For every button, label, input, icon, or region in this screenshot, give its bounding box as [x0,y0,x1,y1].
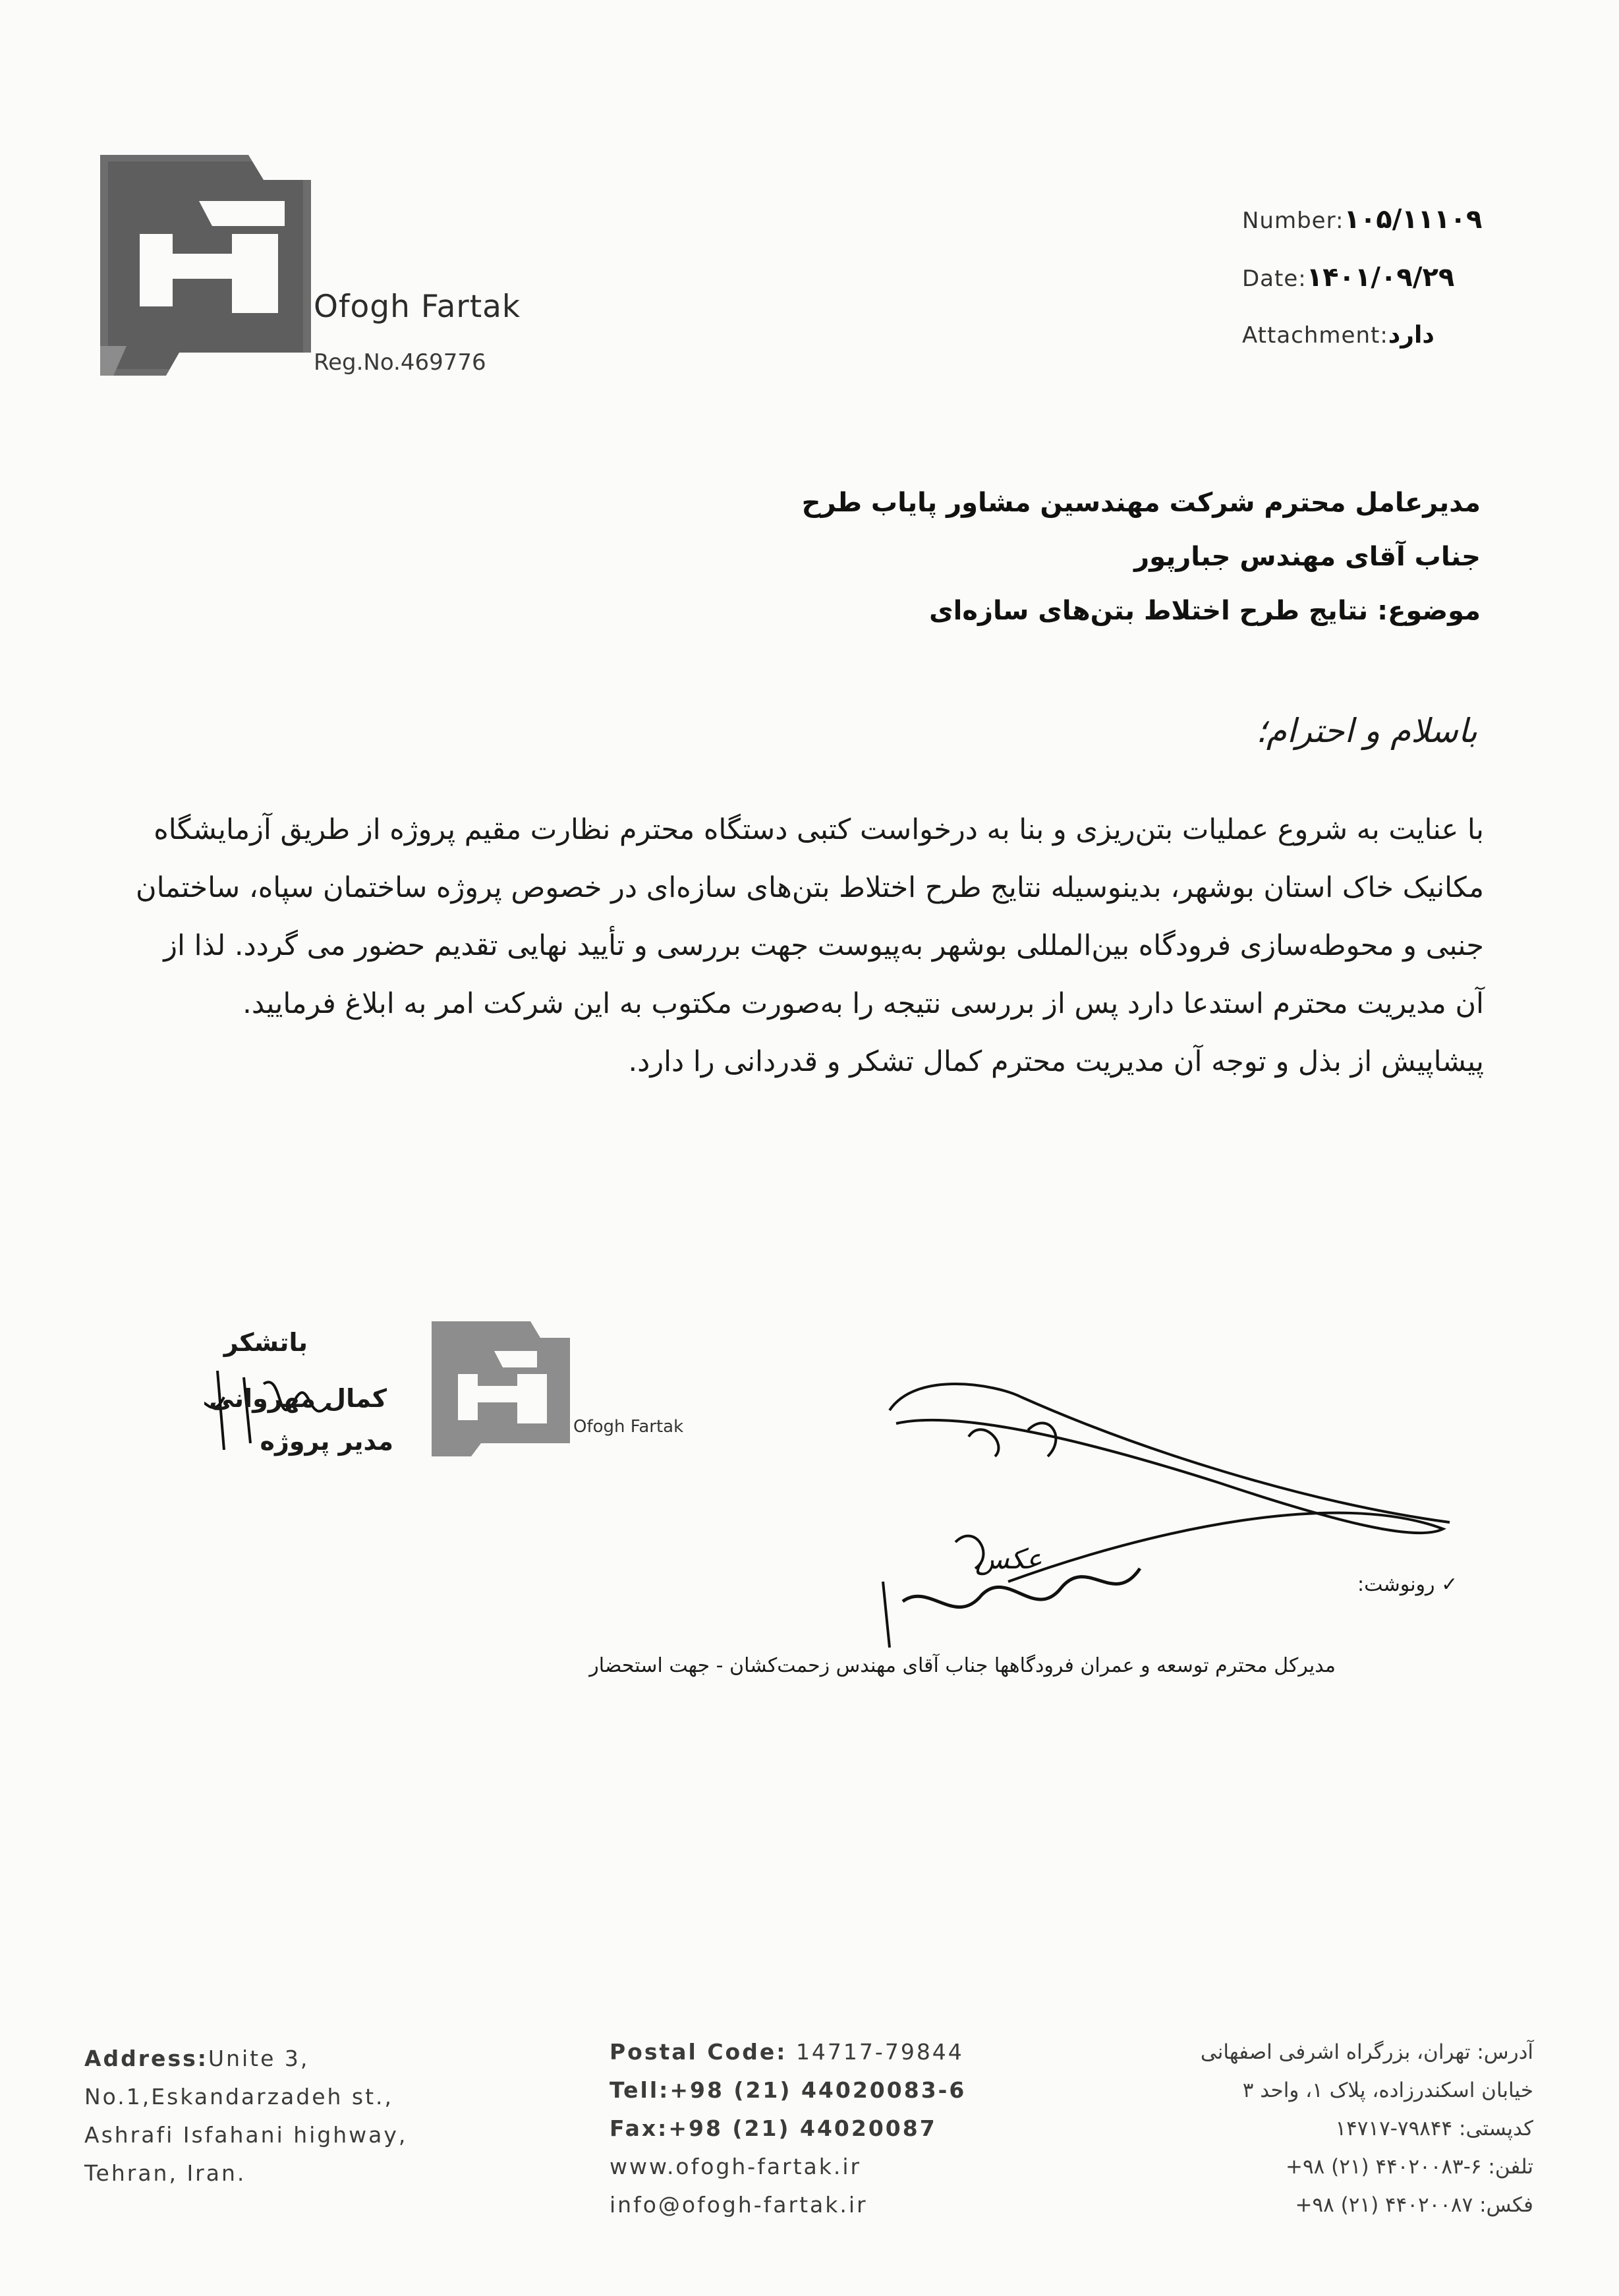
number-value: ۱۰۵/۱۱۱۰۹ [1344,204,1483,235]
recipient-line-1: مدیرعامل محترم شرکت مهندسین مشاور پایاب طرح [801,488,1481,518]
fa-fax: فکس: ۴۴۰۲۰۰۸۷ (۲۱) ۹۸+ [1295,2193,1533,2217]
fa-address-line-2: خیابان اسکندرزاده، پلاک ۱، واحد ۳ [1242,2079,1533,2102]
address-label: Address: [84,2046,208,2071]
body-paragraph-1: با عنایت به شروع عملیات بتن‌ریزی و بنا به درخواست کتبی دستگاه محترم نظارت مقیم پروژه از طریق آزمایشگاه مکانیک خاک استان بوشهر، بدینوسیله نتایج طرح اختلاط بتن‌های سازه‌ای در خصوص پروژه ساختمان سپاه، ساختمان جنبی و محوطه‌سازی فرودگاه بین‌المللی بوشهر به‌پیوست جهت بررسی و تأیید نهایی تقدیم حضور می گردد. لذا از آن مدیریت محترم استدعا دارد پس از بررسی نتیجه را به‌صورت مکتوب به این شرکت امر به ابلاغ فرمایید. [135,813,1484,1020]
body-paragraph-2: پیشاپیش از بذل و توجه آن مدیریت محترم کمال تشکر و قدردانی را دارد. [628,1045,1484,1078]
website-link[interactable]: www.ofogh-fartak.ir [610,2154,862,2179]
registration-number: Reg.No.469776 [314,349,486,376]
letter-attachment [1242,322,1434,349]
salutation: باسلام و احترام؛ [1256,712,1477,750]
phone: Tell:+98 (21) 44020083-6 [610,2077,967,2103]
attachment-label: Attachment: [1242,322,1388,349]
address-line-1: Unite 3, [208,2046,310,2071]
date-label: Date: [1242,266,1307,292]
fa-address-line-1: آدرس: تهران، بزرگراه اشرفی اصفهانی [1200,2040,1533,2064]
company-logo [100,155,311,376]
handwritten-annotation [876,1371,1456,1661]
signatory-name: کمال مهروانی [209,1384,387,1413]
company-stamp [432,1321,570,1456]
recipient-line-2: جناب آقای مهندس جبارپور [1134,542,1481,572]
cc-label-text: رونوشت: [1357,1573,1435,1596]
letter-date [1242,262,1454,293]
fax: Fax:+98 (21) 44020087 [610,2115,937,2141]
postal-label: Postal Code: [610,2039,787,2065]
cc-recipient: مدیرکل محترم توسعه و عمران فرودگاهها جناب آقای مهندس زحمت‌کشان - جهت استحضار [589,1654,1336,1677]
signatory-title: مدیر پروژه [260,1427,393,1456]
brand-name: Ofogh Fartak [314,289,521,325]
fa-postal-code: کدپستی: ۷۹۸۴۴-۱۴۷۱۷ [1335,2117,1533,2140]
attachment-value: دارد [1388,322,1434,349]
letter-body [127,801,1484,1091]
footer-address-fa [1201,2033,1533,2224]
subject-line: موضوع: نتایج طرح اختلاط بتن‌های سازه‌ای [928,596,1481,626]
address-line-3: Ashrafi Isfahani highway, [84,2122,408,2148]
email-link[interactable]: info@ofogh-fartak.ir [610,2192,868,2218]
handwritten-note: عکس [975,1543,1042,1575]
fa-phone: تلفن: ۶-۴۴۰۲۰۰۸۳ (۲۱) ۹۸+ [1285,2155,1533,2179]
footer-contact [610,2033,966,2224]
footer-address-en [84,2040,407,2193]
letter-number [1242,204,1482,235]
signature-thanks: باتشکر [223,1328,308,1357]
postal-value: 14717-79844 [795,2039,964,2065]
address-line-2: No.1,Eskandarzadeh st., [84,2084,394,2109]
date-value: ۱۴۰۱/۰۹/۲۹ [1306,262,1455,293]
cc-label: ✓ رونوشت: [1357,1573,1458,1596]
number-label: Number: [1242,208,1344,234]
stamp-brand-name: Ofogh Fartak [573,1417,684,1437]
address-line-4: Tehran, Iran. [84,2160,246,2186]
